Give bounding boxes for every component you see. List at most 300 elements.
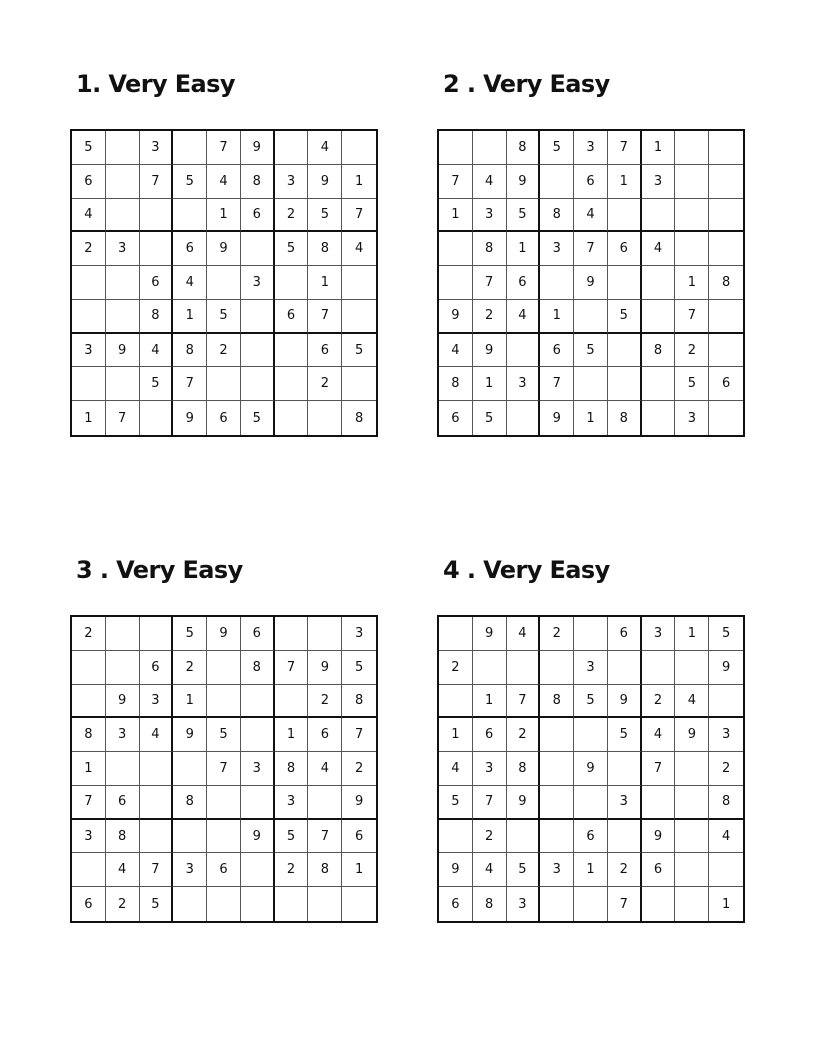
sudoku-cell: 5 bbox=[140, 887, 174, 921]
sudoku-cell: 4 bbox=[207, 165, 241, 199]
sudoku-cell bbox=[507, 651, 541, 685]
sudoku-cell: 8 bbox=[173, 786, 207, 820]
sudoku-cell: 4 bbox=[308, 752, 342, 786]
sudoku-cell bbox=[574, 617, 608, 651]
sudoku-cell: 9 bbox=[473, 334, 507, 368]
sudoku-cell bbox=[540, 651, 574, 685]
sudoku-cell bbox=[140, 232, 174, 266]
sudoku-cell: 9 bbox=[507, 786, 541, 820]
sudoku-cell: 8 bbox=[308, 853, 342, 887]
sudoku-cell: 1 bbox=[642, 131, 676, 165]
sudoku-cell bbox=[540, 786, 574, 820]
sudoku-cell: 6 bbox=[173, 232, 207, 266]
sudoku-cell: 4 bbox=[140, 334, 174, 368]
sudoku-cell bbox=[241, 887, 275, 921]
sudoku-cell bbox=[709, 232, 743, 266]
sudoku-cell: 2 bbox=[173, 651, 207, 685]
sudoku-cell: 6 bbox=[574, 165, 608, 199]
sudoku-cell: 5 bbox=[173, 165, 207, 199]
sudoku-cell bbox=[207, 367, 241, 401]
sudoku-cell bbox=[540, 887, 574, 921]
sudoku-cell: 1 bbox=[72, 401, 106, 435]
sudoku-cell bbox=[574, 786, 608, 820]
sudoku-cell: 4 bbox=[507, 617, 541, 651]
sudoku-cell bbox=[308, 887, 342, 921]
sudoku-cell: 5 bbox=[140, 367, 174, 401]
sudoku-cell: 5 bbox=[275, 232, 309, 266]
sudoku-cell: 3 bbox=[507, 367, 541, 401]
sudoku-cell: 2 bbox=[72, 232, 106, 266]
sudoku-cell: 6 bbox=[540, 334, 574, 368]
sudoku-cell bbox=[608, 820, 642, 854]
sudoku-cell bbox=[642, 266, 676, 300]
sudoku-cell: 7 bbox=[642, 752, 676, 786]
sudoku-cell: 3 bbox=[275, 786, 309, 820]
sudoku-cell bbox=[540, 752, 574, 786]
sudoku-cell: 1 bbox=[439, 718, 473, 752]
puzzle-title: 1. Very Easy bbox=[76, 70, 235, 98]
sudoku-cell: 6 bbox=[308, 334, 342, 368]
sudoku-cell: 1 bbox=[439, 199, 473, 233]
sudoku-cell bbox=[275, 131, 309, 165]
sudoku-cell bbox=[439, 266, 473, 300]
sudoku-cell: 9 bbox=[439, 853, 473, 887]
sudoku-cell: 2 bbox=[72, 617, 106, 651]
sudoku-cell bbox=[709, 300, 743, 334]
sudoku-cell: 7 bbox=[308, 820, 342, 854]
sudoku-cell: 7 bbox=[473, 786, 507, 820]
sudoku-cell bbox=[72, 367, 106, 401]
sudoku-cell: 3 bbox=[540, 232, 574, 266]
puzzle-title: 3 . Very Easy bbox=[76, 556, 243, 584]
sudoku-cell bbox=[106, 752, 140, 786]
sudoku-cell bbox=[574, 718, 608, 752]
sudoku-cell: 4 bbox=[709, 820, 743, 854]
sudoku-cell: 2 bbox=[207, 334, 241, 368]
sudoku-cell bbox=[675, 752, 709, 786]
sudoku-cell: 3 bbox=[342, 617, 376, 651]
sudoku-cell bbox=[241, 718, 275, 752]
sudoku-cell: 3 bbox=[72, 334, 106, 368]
sudoku-cell: 7 bbox=[207, 131, 241, 165]
sudoku-cell: 7 bbox=[574, 232, 608, 266]
sudoku-cell: 9 bbox=[106, 685, 140, 719]
sudoku-cell: 5 bbox=[540, 131, 574, 165]
sudoku-cell: 1 bbox=[173, 685, 207, 719]
sudoku-cell bbox=[507, 334, 541, 368]
sudoku-cell bbox=[608, 752, 642, 786]
sudoku-cell bbox=[275, 401, 309, 435]
sudoku-cell bbox=[675, 887, 709, 921]
sudoku-cell: 8 bbox=[608, 401, 642, 435]
sudoku-cell: 1 bbox=[72, 752, 106, 786]
sudoku-cell: 9 bbox=[173, 718, 207, 752]
sudoku-cell: 9 bbox=[308, 165, 342, 199]
sudoku-cell: 8 bbox=[308, 232, 342, 266]
sudoku-cell bbox=[608, 266, 642, 300]
sudoku-cell bbox=[106, 199, 140, 233]
sudoku-cell: 3 bbox=[642, 165, 676, 199]
sudoku-cell: 7 bbox=[608, 887, 642, 921]
sudoku-cell: 7 bbox=[140, 165, 174, 199]
sudoku-cell: 9 bbox=[173, 401, 207, 435]
sudoku-cell bbox=[342, 887, 376, 921]
sudoku-cell bbox=[709, 334, 743, 368]
sudoku-cell bbox=[642, 199, 676, 233]
sudoku-cell bbox=[473, 131, 507, 165]
sudoku-cell: 8 bbox=[173, 334, 207, 368]
sudoku-cell: 3 bbox=[241, 266, 275, 300]
sudoku-cell bbox=[608, 367, 642, 401]
sudoku-cell: 4 bbox=[642, 232, 676, 266]
sudoku-cell: 6 bbox=[709, 367, 743, 401]
sudoku-cell bbox=[106, 266, 140, 300]
sudoku-cell: 3 bbox=[106, 232, 140, 266]
sudoku-cell bbox=[207, 685, 241, 719]
puzzle-title: 2 . Very Easy bbox=[443, 70, 610, 98]
sudoku-cell: 7 bbox=[173, 367, 207, 401]
sudoku-cell: 1 bbox=[342, 165, 376, 199]
sudoku-cell: 1 bbox=[473, 685, 507, 719]
sudoku-cell: 4 bbox=[308, 131, 342, 165]
sudoku-cell: 4 bbox=[507, 300, 541, 334]
sudoku-cell: 6 bbox=[308, 718, 342, 752]
sudoku-cell bbox=[439, 685, 473, 719]
sudoku-cell: 4 bbox=[106, 853, 140, 887]
sudoku-cell: 1 bbox=[308, 266, 342, 300]
sudoku-cell: 1 bbox=[342, 853, 376, 887]
sudoku-cell: 2 bbox=[642, 685, 676, 719]
sudoku-cell: 8 bbox=[241, 165, 275, 199]
sudoku-cell: 3 bbox=[473, 752, 507, 786]
sudoku-cell bbox=[574, 367, 608, 401]
sudoku-cell bbox=[709, 199, 743, 233]
sudoku-cell: 5 bbox=[342, 651, 376, 685]
sudoku-cell bbox=[709, 401, 743, 435]
sudoku-cell: 2 bbox=[507, 718, 541, 752]
sudoku-cell bbox=[675, 853, 709, 887]
sudoku-grid bbox=[437, 615, 745, 923]
sudoku-cell: 3 bbox=[72, 820, 106, 854]
sudoku-cell: 6 bbox=[140, 266, 174, 300]
sudoku-cell: 4 bbox=[642, 718, 676, 752]
sudoku-cell: 8 bbox=[709, 786, 743, 820]
sudoku-cell: 7 bbox=[507, 685, 541, 719]
sudoku-cell: 8 bbox=[140, 300, 174, 334]
sudoku-cell: 9 bbox=[207, 232, 241, 266]
sudoku-cell: 3 bbox=[106, 718, 140, 752]
sudoku-cell bbox=[140, 786, 174, 820]
sudoku-cell bbox=[173, 199, 207, 233]
sudoku-cell bbox=[642, 300, 676, 334]
sudoku-cell: 8 bbox=[642, 334, 676, 368]
sudoku-cell: 4 bbox=[574, 199, 608, 233]
sudoku-cell: 1 bbox=[540, 300, 574, 334]
sudoku-cell bbox=[574, 887, 608, 921]
sudoku-cell: 4 bbox=[72, 199, 106, 233]
sudoku-cell: 3 bbox=[507, 887, 541, 921]
sudoku-cell: 6 bbox=[140, 651, 174, 685]
sudoku-cell: 9 bbox=[608, 685, 642, 719]
sudoku-cell bbox=[241, 300, 275, 334]
sudoku-cell: 9 bbox=[574, 752, 608, 786]
sudoku-cell bbox=[140, 820, 174, 854]
sudoku-cell: 9 bbox=[540, 401, 574, 435]
sudoku-cell bbox=[642, 786, 676, 820]
sudoku-cell bbox=[608, 199, 642, 233]
sudoku-cell bbox=[275, 617, 309, 651]
sudoku-cell: 6 bbox=[507, 266, 541, 300]
sudoku-cell bbox=[106, 617, 140, 651]
sudoku-cell: 5 bbox=[709, 617, 743, 651]
sudoku-cell: 6 bbox=[342, 820, 376, 854]
sudoku-cell bbox=[439, 617, 473, 651]
sudoku-cell: 6 bbox=[241, 199, 275, 233]
sudoku-cell bbox=[207, 887, 241, 921]
sudoku-grid bbox=[70, 615, 378, 923]
sudoku-cell bbox=[106, 131, 140, 165]
sudoku-cell: 3 bbox=[241, 752, 275, 786]
sudoku-cell: 1 bbox=[574, 853, 608, 887]
sudoku-cell bbox=[709, 131, 743, 165]
sudoku-cell: 5 bbox=[574, 334, 608, 368]
sudoku-cell bbox=[439, 131, 473, 165]
sudoku-cell bbox=[342, 300, 376, 334]
sudoku-cell: 2 bbox=[439, 651, 473, 685]
sudoku-cell: 1 bbox=[473, 367, 507, 401]
sudoku-cell: 3 bbox=[173, 853, 207, 887]
sudoku-cell: 5 bbox=[507, 853, 541, 887]
sudoku-cell: 3 bbox=[540, 853, 574, 887]
sudoku-cell: 2 bbox=[473, 300, 507, 334]
sudoku-cell bbox=[207, 820, 241, 854]
sudoku-cell bbox=[140, 617, 174, 651]
sudoku-cell: 6 bbox=[642, 853, 676, 887]
sudoku-cell bbox=[106, 165, 140, 199]
sudoku-cell bbox=[439, 232, 473, 266]
sudoku-cell bbox=[275, 685, 309, 719]
sudoku-cell: 8 bbox=[342, 685, 376, 719]
sudoku-cell: 8 bbox=[275, 752, 309, 786]
sudoku-cell: 4 bbox=[439, 752, 473, 786]
sudoku-cell bbox=[173, 131, 207, 165]
sudoku-cell: 7 bbox=[308, 300, 342, 334]
sudoku-cell: 6 bbox=[72, 887, 106, 921]
sudoku-cell bbox=[642, 887, 676, 921]
sudoku-cell: 2 bbox=[106, 887, 140, 921]
sudoku-cell bbox=[642, 401, 676, 435]
sudoku-cell bbox=[106, 367, 140, 401]
sudoku-cell: 9 bbox=[342, 786, 376, 820]
sudoku-cell: 4 bbox=[342, 232, 376, 266]
sudoku-cell: 4 bbox=[473, 853, 507, 887]
sudoku-cell bbox=[241, 685, 275, 719]
sudoku-cell bbox=[241, 786, 275, 820]
sudoku-cell: 2 bbox=[275, 853, 309, 887]
sudoku-grid bbox=[70, 129, 378, 437]
sudoku-cell: 7 bbox=[608, 131, 642, 165]
sudoku-cell: 8 bbox=[507, 752, 541, 786]
sudoku-cell: 9 bbox=[675, 718, 709, 752]
sudoku-cell: 8 bbox=[72, 718, 106, 752]
sudoku-cell bbox=[241, 334, 275, 368]
sudoku-cell: 8 bbox=[473, 887, 507, 921]
sudoku-cell: 6 bbox=[207, 853, 241, 887]
sudoku-cell: 2 bbox=[675, 334, 709, 368]
sudoku-cell bbox=[608, 334, 642, 368]
sudoku-cell: 4 bbox=[473, 165, 507, 199]
sudoku-cell bbox=[207, 651, 241, 685]
sudoku-cell bbox=[241, 232, 275, 266]
sudoku-cell: 3 bbox=[574, 651, 608, 685]
sudoku-cell bbox=[709, 165, 743, 199]
sudoku-cell: 5 bbox=[675, 367, 709, 401]
sudoku-cell bbox=[140, 401, 174, 435]
sudoku-cell: 6 bbox=[207, 401, 241, 435]
sudoku-cell bbox=[608, 651, 642, 685]
sudoku-cell bbox=[308, 401, 342, 435]
sudoku-cell: 7 bbox=[439, 165, 473, 199]
sudoku-cell: 5 bbox=[574, 685, 608, 719]
sudoku-cell: 7 bbox=[473, 266, 507, 300]
sudoku-cell: 8 bbox=[439, 367, 473, 401]
sudoku-cell: 5 bbox=[207, 718, 241, 752]
sudoku-cell bbox=[675, 651, 709, 685]
sudoku-cell: 2 bbox=[275, 199, 309, 233]
sudoku-cell: 4 bbox=[675, 685, 709, 719]
sudoku-cell: 8 bbox=[540, 199, 574, 233]
sudoku-cell bbox=[675, 165, 709, 199]
sudoku-cell bbox=[308, 617, 342, 651]
puzzle-title: 4 . Very Easy bbox=[443, 556, 610, 584]
sudoku-cell bbox=[275, 266, 309, 300]
sudoku-cell bbox=[140, 752, 174, 786]
sudoku-cell: 3 bbox=[140, 685, 174, 719]
sudoku-cell: 1 bbox=[721, 896, 731, 912]
sudoku-cell bbox=[540, 718, 574, 752]
sudoku-cell: 6 bbox=[72, 165, 106, 199]
sudoku-cell: 8 bbox=[507, 131, 541, 165]
sudoku-cell: 3 bbox=[642, 617, 676, 651]
sudoku-cell: 4 bbox=[439, 334, 473, 368]
sudoku-cell bbox=[675, 199, 709, 233]
sudoku-cell: 5 bbox=[173, 617, 207, 651]
sudoku-cell: 6 bbox=[608, 232, 642, 266]
sudoku-cell: 4 bbox=[140, 718, 174, 752]
sudoku-cell: 1 bbox=[675, 266, 709, 300]
sudoku-cell: 9 bbox=[473, 617, 507, 651]
sudoku-cell: 9 bbox=[308, 651, 342, 685]
sudoku-cell bbox=[140, 199, 174, 233]
sudoku-cell bbox=[173, 752, 207, 786]
sudoku-cell: 9 bbox=[106, 334, 140, 368]
sudoku-cell bbox=[439, 820, 473, 854]
sudoku-cell bbox=[275, 367, 309, 401]
sudoku-cell: 1 bbox=[207, 199, 241, 233]
sudoku-cell: 8 bbox=[709, 266, 743, 300]
sudoku-cell: 9 bbox=[574, 266, 608, 300]
sudoku-cell bbox=[675, 232, 709, 266]
sudoku-cell: 1 bbox=[608, 165, 642, 199]
sudoku-cell: 2 bbox=[709, 752, 743, 786]
sudoku-cell: 7 bbox=[342, 199, 376, 233]
sudoku-cell: 5 bbox=[473, 401, 507, 435]
sudoku-cell: 9 bbox=[642, 820, 676, 854]
sudoku-cell: 6 bbox=[439, 401, 473, 435]
sudoku-cell bbox=[241, 853, 275, 887]
sudoku-cell bbox=[207, 786, 241, 820]
sudoku-cell: 9 bbox=[241, 820, 275, 854]
sudoku-cell bbox=[72, 266, 106, 300]
sudoku-cell: 7 bbox=[106, 401, 140, 435]
sudoku-cell: 6 bbox=[473, 718, 507, 752]
sudoku-cell: 5 bbox=[207, 300, 241, 334]
sudoku-cell: 1 bbox=[675, 617, 709, 651]
sudoku-cell: 2 bbox=[308, 685, 342, 719]
sudoku-cell bbox=[207, 266, 241, 300]
sudoku-cell bbox=[507, 401, 541, 435]
sudoku-cell: 9 bbox=[507, 165, 541, 199]
sudoku-cell: 3 bbox=[275, 165, 309, 199]
sudoku-cell: 1 bbox=[507, 232, 541, 266]
sudoku-cell: 8 bbox=[473, 232, 507, 266]
sudoku-cell bbox=[72, 651, 106, 685]
sudoku-cell: 6 bbox=[275, 300, 309, 334]
sudoku-cell bbox=[342, 367, 376, 401]
sudoku-cell: 5 bbox=[308, 199, 342, 233]
sudoku-cell: 7 bbox=[675, 300, 709, 334]
sudoku-cell bbox=[275, 887, 309, 921]
sudoku-grid bbox=[437, 129, 745, 437]
sudoku-cell bbox=[709, 685, 743, 719]
sudoku-cell bbox=[173, 820, 207, 854]
sudoku-cell: 6 bbox=[106, 786, 140, 820]
sudoku-cell: 4 bbox=[173, 266, 207, 300]
sudoku-cell: 6 bbox=[574, 820, 608, 854]
sudoku-cell bbox=[473, 651, 507, 685]
sudoku-cell bbox=[72, 853, 106, 887]
sudoku-cell: 5 bbox=[439, 786, 473, 820]
sudoku-cell bbox=[642, 367, 676, 401]
sudoku-cell: 8 bbox=[540, 685, 574, 719]
sudoku-cell bbox=[574, 300, 608, 334]
sudoku-cell bbox=[72, 300, 106, 334]
sudoku-cell: 3 bbox=[709, 718, 743, 752]
sudoku-cell: 7 bbox=[275, 651, 309, 685]
sudoku-cell: 5 bbox=[342, 334, 376, 368]
sudoku-cell bbox=[241, 367, 275, 401]
sudoku-cell: 8 bbox=[106, 820, 140, 854]
sudoku-cell: 5 bbox=[608, 718, 642, 752]
sudoku-cell: 7 bbox=[342, 718, 376, 752]
sudoku-cell: 2 bbox=[342, 752, 376, 786]
sudoku-cell bbox=[675, 820, 709, 854]
sudoku-cell bbox=[308, 786, 342, 820]
sudoku-cell: 7 bbox=[72, 786, 106, 820]
sudoku-cell: 8 bbox=[241, 651, 275, 685]
sudoku-cell bbox=[675, 131, 709, 165]
sudoku-cell bbox=[642, 651, 676, 685]
sudoku-cell: 2 bbox=[540, 617, 574, 651]
sudoku-cell bbox=[173, 887, 207, 921]
sudoku-cell: 9 bbox=[241, 131, 275, 165]
sudoku-cell: 7 bbox=[207, 752, 241, 786]
sudoku-cell: 6 bbox=[608, 617, 642, 651]
sudoku-cell bbox=[106, 300, 140, 334]
sudoku-cell: 3 bbox=[574, 131, 608, 165]
sudoku-cell: 1 bbox=[574, 401, 608, 435]
sudoku-cell: 5 bbox=[507, 199, 541, 233]
